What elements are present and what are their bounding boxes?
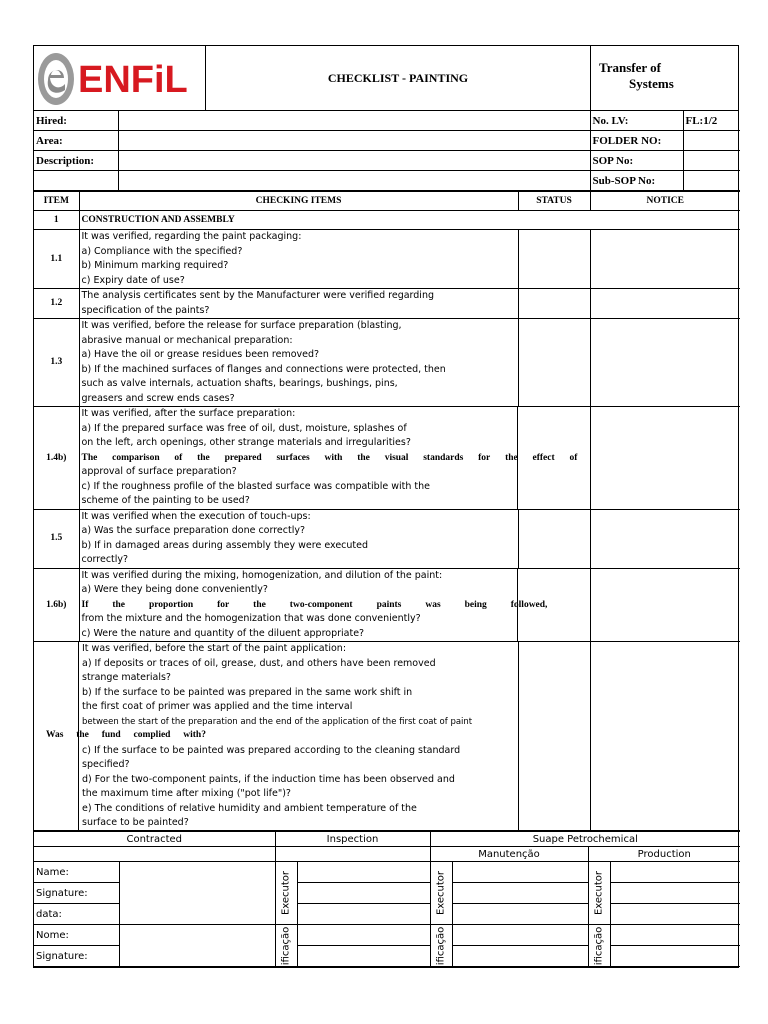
item-line: b) If the surface to be painted was prepared in the same work shift in: [82, 686, 413, 698]
word: was: [425, 599, 441, 610]
status-cell[interactable]: [518, 289, 590, 319]
item-text: [79, 568, 590, 642]
production-nome-field[interactable]: [610, 925, 740, 946]
word: the: [357, 452, 370, 463]
status-cell[interactable]: [518, 230, 590, 289]
table-row: [34, 230, 740, 289]
executor-vertical: [430, 862, 452, 925]
table-row: [34, 289, 740, 319]
word: comparison: [112, 452, 160, 463]
area-label: Area:: [34, 131, 118, 151]
contracted-label: Contracted: [34, 832, 275, 847]
info-row-description: [34, 151, 740, 171]
col-notice: NOTICE: [590, 192, 740, 211]
enfil-logo-icon: [34, 46, 206, 110]
item-line: such as valve internals, actuation shafts, bearings, bushings, pins,: [81, 378, 398, 389]
word: of: [174, 452, 183, 463]
transfer-line-1: Transfer of: [599, 60, 661, 75]
ificacao-text: ificação: [435, 926, 447, 965]
word: being: [464, 599, 487, 610]
inspection-nome-field[interactable]: [297, 925, 430, 946]
manutencao-nome-field[interactable]: [452, 925, 588, 946]
table-row: [34, 509, 740, 568]
item-line: a) Was the surface preparation done correctly?: [81, 525, 306, 536]
data-label: data:: [34, 904, 119, 925]
word: proportion: [148, 599, 194, 610]
item-label: [34, 642, 518, 831]
sop-no-field[interactable]: [683, 151, 740, 171]
word: the: [253, 599, 266, 610]
sub-sop-no-label: Sub-SOP No:: [590, 171, 683, 191]
item-line: [82, 729, 518, 744]
info-row-hired: [34, 111, 740, 131]
item-line: from the mixture and the homogenization that was done conveniently?: [81, 613, 421, 624]
item-line: It was verified, before the start of the paint application:: [82, 643, 347, 654]
document-title: CHECKLIST - PAINTING: [327, 70, 469, 85]
item-line: b) If in damaged areas during assembly they were executed: [81, 539, 369, 551]
word: visual: [384, 452, 409, 463]
word: the: [76, 730, 89, 740]
item-number: 1.6b): [34, 568, 79, 642]
item-text: [79, 230, 518, 289]
transfer-of-systems: [590, 46, 740, 110]
item-line: abrasive manual or mechanical preparation:: [81, 334, 293, 346]
production-signature-field[interactable]: [610, 883, 740, 904]
table-row: [34, 319, 740, 407]
item-line: correctly?: [81, 554, 129, 565]
word: complied: [133, 730, 171, 740]
nome-label: Nome:: [34, 925, 119, 946]
item-text: [79, 407, 590, 510]
item-line: approval of surface preparation?: [81, 466, 237, 477]
executor-vertical: [275, 862, 297, 925]
word: Was: [46, 730, 64, 740]
info-row-sub-sop: [34, 171, 740, 191]
manutencao-signature-field[interactable]: [452, 883, 588, 904]
no-lv-label: No. LV:: [590, 111, 683, 131]
enfil-logo: [34, 46, 206, 110]
checklist-table: [34, 191, 740, 831]
item-line: It was verified during the mixing, homogenization, and dilution of the paint:: [81, 569, 443, 581]
item-line: the maximum time after mixing ("pot life")?: [82, 788, 291, 799]
name-label: Name:: [34, 862, 119, 883]
executor-text: Executor: [280, 870, 292, 916]
manutencao-name-field[interactable]: [452, 862, 588, 883]
word: prepared: [224, 452, 262, 463]
executor-label: [119, 862, 275, 925]
item-line: a) If the prepared surface was free of oil, dust, moisture, splashes of: [81, 422, 407, 434]
item-line: the first coat of primer was applied and the time interval: [82, 701, 353, 712]
manutencao-date-field[interactable]: [452, 904, 588, 925]
ificacao-vertical: [588, 925, 610, 967]
item-divider: [78, 642, 79, 830]
contracted-field-2[interactable]: [119, 925, 275, 967]
executor-text: Executor: [593, 870, 605, 916]
item-line: It was verified, before the release for surface preparation (blasting,: [81, 320, 402, 331]
info-row-area: [34, 131, 740, 151]
word: The: [81, 452, 98, 463]
manutencao-label: Manutenção: [430, 847, 588, 862]
word: paints: [376, 599, 402, 610]
item-line: c) Were the nature and quantity of the diluent appropriate?: [81, 627, 365, 639]
item-line: c) If the surface to be painted was prepared according to the cleaning standard: [82, 744, 461, 756]
status-cell[interactable]: [518, 642, 590, 831]
item-line: c) Expiry date of use?: [81, 274, 185, 286]
item-line: b) If the machined surfaces of flanges and connections were protected, then: [81, 363, 446, 375]
production-name-field[interactable]: [610, 862, 740, 883]
item-line: specification of the paints?: [81, 304, 210, 316]
item-text: [79, 289, 518, 319]
status-divider: [517, 407, 518, 509]
item-line: It was verified when the execution of touch-ups:: [81, 510, 311, 522]
item-line: a) If deposits or traces of oil, grease, dust, and others have been removed: [82, 657, 436, 669]
word: the: [505, 452, 518, 463]
word: with: [324, 452, 343, 463]
word: fund: [101, 730, 121, 740]
item-line: It was verified, regarding the paint packaging:: [81, 231, 302, 242]
folder-no-field[interactable]: [683, 131, 740, 151]
spacer-cell: [34, 847, 275, 862]
notice-cell[interactable]: [590, 230, 740, 289]
word: for: [217, 599, 230, 610]
inspection-date-field[interactable]: [297, 904, 430, 925]
executor-vertical: [588, 862, 610, 925]
transfer-line-2: Systems: [629, 76, 674, 91]
word: standards: [423, 452, 464, 463]
item-line: e) The conditions of relative humidity and ambient temperature of the: [82, 802, 417, 814]
production-date-field[interactable]: [610, 904, 740, 925]
item-number: 1.4b): [34, 407, 79, 510]
notice-cell[interactable]: [590, 289, 740, 319]
word: If: [81, 599, 89, 610]
item-line: c) If the roughness profile of the blasted surface was compatible with the: [81, 480, 430, 492]
inspection-name-field[interactable]: [297, 862, 430, 883]
table-row: [34, 568, 740, 642]
word: with?: [183, 730, 206, 740]
description-field[interactable]: [118, 151, 590, 171]
ificacao-text: ificação: [280, 926, 292, 965]
suape-label: Suape Petrochemical: [430, 832, 740, 847]
status-cell[interactable]: [518, 319, 590, 407]
inspection-label: Inspection: [275, 832, 430, 847]
folder-no-label: FOLDER NO:: [590, 131, 683, 151]
signature-table: [34, 831, 740, 967]
ificacao-vertical: [430, 925, 452, 967]
hired-field[interactable]: [118, 111, 590, 131]
section-number: 1: [34, 211, 79, 230]
word: the: [112, 599, 125, 610]
table-row: [34, 407, 740, 510]
item-line: a) Compliance with the specified?: [81, 245, 243, 257]
production-label: Production: [588, 847, 740, 862]
item-line: a) Were they being done conveniently?: [81, 584, 268, 595]
item-text: [80, 642, 518, 831]
fl-label: FL:1/2: [683, 111, 740, 131]
form-header: [34, 46, 738, 111]
info-table: [34, 111, 740, 191]
status-cell[interactable]: [518, 509, 590, 568]
spacer-cell: [118, 171, 590, 191]
notice-cell[interactable]: [590, 407, 740, 510]
item-line: d) For the two-component paints, if the induction time has been observed and: [82, 773, 455, 785]
signature-label-2: Signature:: [34, 946, 119, 967]
item-line: It was verified, after the surface preparation:: [81, 408, 296, 419]
justified-line: [82, 598, 588, 613]
col-status: STATUS: [518, 192, 590, 211]
inspection-signature-field-2[interactable]: [297, 946, 430, 967]
item-line: b) Minimum marking required?: [81, 260, 229, 271]
production-signature-field-2[interactable]: [610, 946, 740, 967]
ificacao-vertical: [275, 925, 297, 967]
spacer-cell: [34, 171, 118, 191]
executor-text: Executor: [435, 870, 447, 916]
manutencao-signature-field-2[interactable]: [452, 946, 588, 967]
item-line: scheme of the painting to be used?: [81, 495, 250, 506]
item-number: 1.1: [34, 230, 79, 289]
word: two-component: [289, 599, 353, 610]
item-text: [79, 509, 518, 568]
col-checking-items: CHECKING ITEMS: [79, 192, 518, 211]
ificacao-text: ificação: [593, 926, 605, 965]
notice-cell[interactable]: [590, 509, 740, 568]
col-item: ITEM: [34, 192, 79, 211]
spacer-cell: [275, 847, 430, 862]
status-divider: [517, 569, 518, 642]
item-line: surface to be painted?: [82, 817, 189, 828]
inspection-signature-field[interactable]: [297, 883, 430, 904]
area-field[interactable]: [118, 131, 590, 151]
sub-sop-no-field[interactable]: [683, 171, 740, 191]
justified-line: [82, 451, 588, 466]
item-line: between the start of the preparation and the end of the application of the first coat of paint: [82, 716, 473, 727]
notice-cell[interactable]: [590, 568, 740, 642]
item-line: on the left, arch openings, other strange materials and irregularities?: [81, 437, 411, 448]
item-text: [79, 319, 518, 407]
svg-text:ENFiL: ENFiL: [78, 59, 188, 101]
item-line: The analysis certificates sent by the Manufacturer were verified regarding: [81, 290, 435, 301]
item-line: a) Have the oil or grease residues been removed?: [81, 349, 320, 360]
column-headers: [34, 192, 740, 211]
section-row: [34, 211, 740, 230]
notice-cell[interactable]: [590, 642, 740, 831]
section-title: CONSTRUCTION AND ASSEMBLY: [79, 211, 740, 230]
word: the: [197, 452, 210, 463]
word: effect: [532, 452, 555, 463]
item-number: 1.2: [34, 289, 79, 319]
table-row: [34, 642, 740, 831]
word: followed,: [510, 599, 548, 610]
word: for: [478, 452, 491, 463]
word: of: [569, 452, 578, 463]
item-line: strange materials?: [82, 672, 171, 683]
signature-label: Signature:: [34, 883, 119, 904]
checklist-form: [33, 45, 739, 968]
item-line: greasers and screw ends cases?: [81, 392, 235, 404]
notice-cell[interactable]: [590, 319, 740, 407]
item-number: 1.3: [34, 319, 79, 407]
item-line: specified?: [82, 759, 130, 770]
sop-no-label: SOP No:: [590, 151, 683, 171]
description-label: Description:: [34, 151, 118, 171]
word: surfaces: [276, 452, 310, 463]
item-number: 1.5: [34, 509, 79, 568]
hired-label: Hired:: [34, 111, 118, 131]
